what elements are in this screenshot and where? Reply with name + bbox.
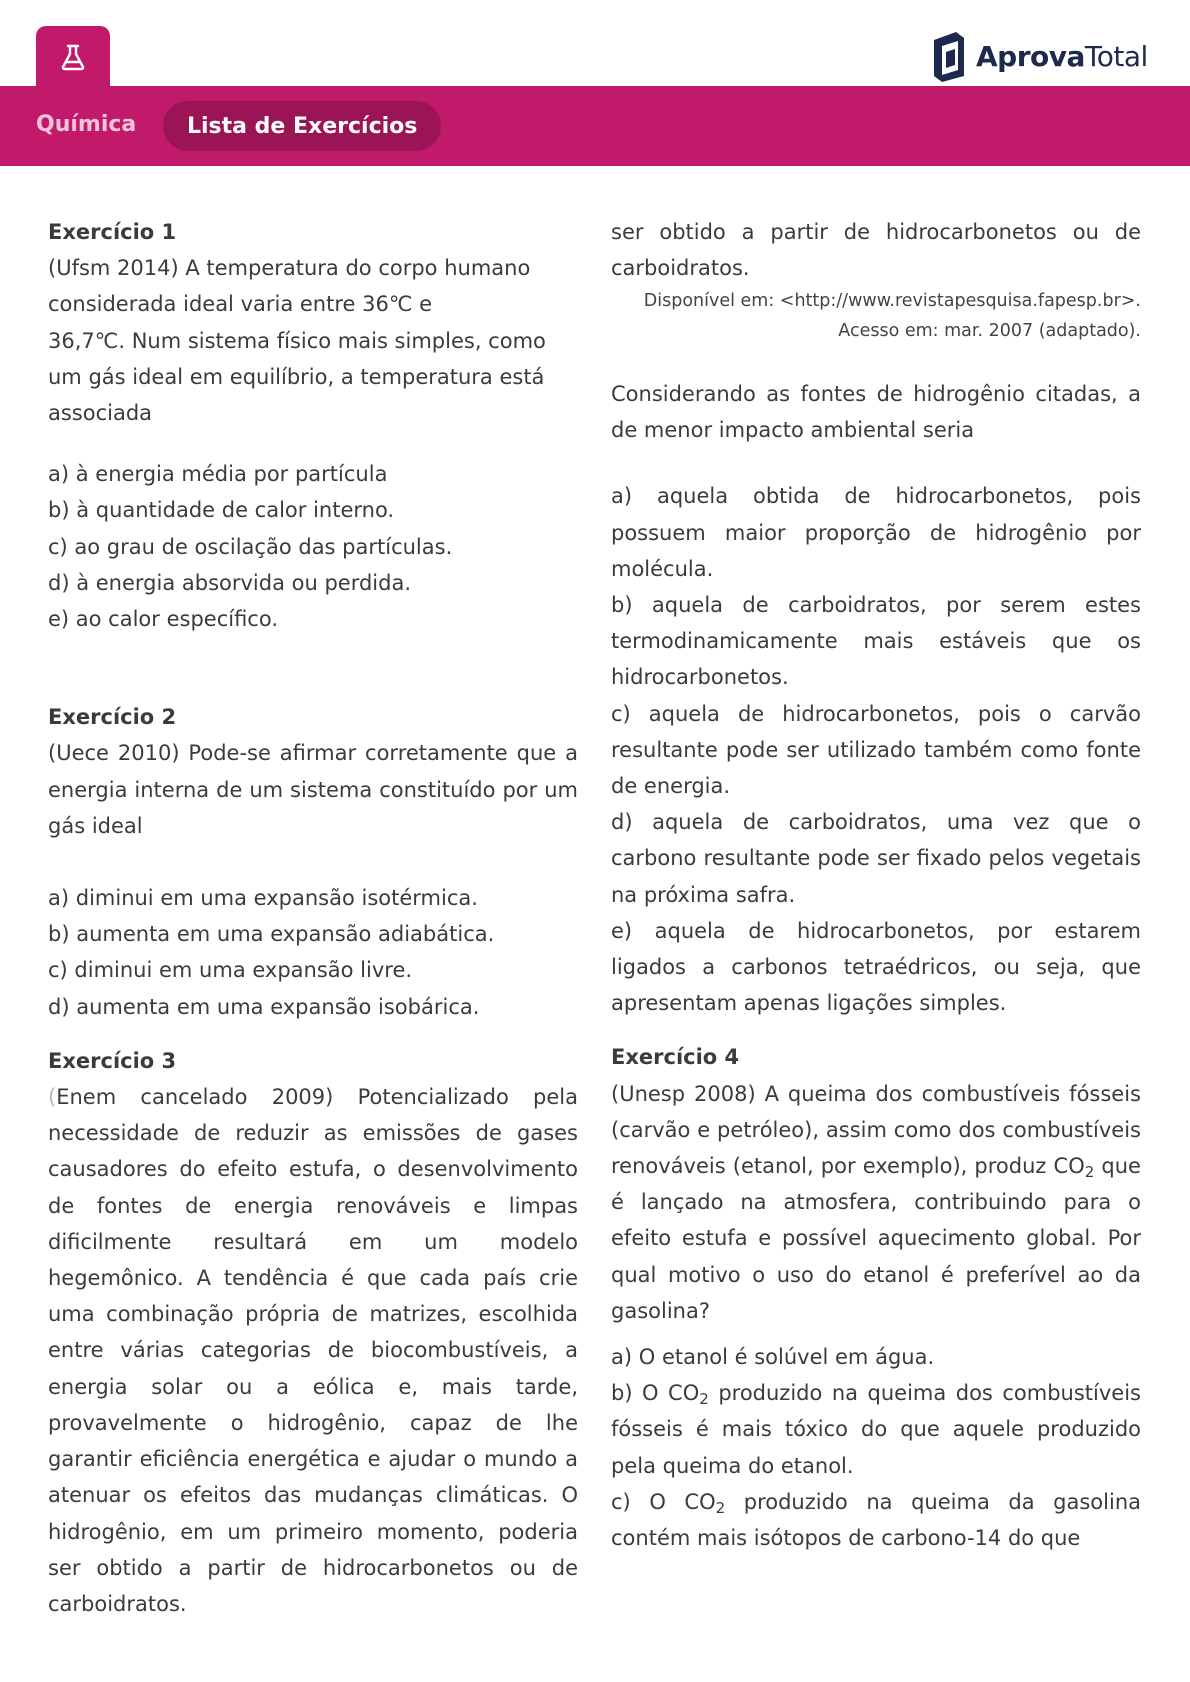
exercise-4-title: Exercício 4	[611, 1045, 740, 1070]
option-c: c) aquela de hidrocarbonetos, pois o carvão resultante pode ser utilizado também como fonte de energia.	[611, 701, 1141, 799]
statement-line: considerada ideal varia entre 36℃ e	[48, 292, 433, 317]
book-logo-icon	[930, 30, 966, 82]
exercise-3-question: Considerando as fontes de hidrogênio citadas, a de menor impacto ambiental seria	[611, 382, 1141, 443]
logo-text: AprovaTotal	[976, 39, 1148, 73]
option-b: b) aumenta em uma expansão adiabática.	[48, 922, 495, 947]
right-column	[611, 214, 1141, 1556]
option-c: c) O $CO_2$ produzido na queima da gasolina contém mais isótopos de carbono-14 do que	[611, 1489, 1142, 1551]
exercise-3-statement	[48, 1079, 578, 1616]
option-e: e) aquela de hidrocarbonetos, por estarem ligados a carbonos tetraédricos, ou seja, que apresentam apenas ligações simples.	[611, 918, 1141, 1016]
option-a: a) diminui em uma expansão isotérmica.	[48, 886, 478, 911]
option-b: b) O $CO_2$ produzido na queima dos combustíveis fósseis é mais tóxico do que aquele produzido pela queima do etanol.	[611, 1381, 1141, 1478]
subject-tab	[36, 26, 110, 88]
exercise-1-options	[48, 456, 578, 637]
left-column	[48, 214, 578, 1616]
option-a: a) O etanol é solúvel em água.	[611, 1345, 935, 1370]
option-a: a) à energia média por partícula	[48, 462, 388, 487]
statement-line: (Ufsm 2014) A temperatura do corpo humano	[48, 256, 531, 281]
statement-text: Enem cancelado 2009) Potencializado pela necessidade de reduzir as emissões de gases causadores do efeito estufa, o desenvolvimento de fontes de energia renováveis e limpas dificilmente resultará em um modelo hegemônico. A tendência é que cada país crie uma combinação própria de matrizes, escolhida entre várias categorias de biocombustíveis, a energia solar ou a eólica e, mais tarde, provavelmente o hidrogênio, capaz de lhe garantir eficiência energética e ajudar o mundo a atenuar os efeitos das mudanças climáticas. O hidrogênio, em um primeiro momento, poderia ser obtido a partir de hidrocarbonetos ou de carboidratos.	[48, 1085, 578, 1616]
option-a: a) aquela obtida de hidrocarbonetos, pois possuem maior proporção de hidrogênio por molécula.	[611, 484, 1141, 581]
source-citation	[611, 286, 1141, 346]
option-b: b) aquela de carboidratos, por serem estes termodinamicamente mais estáveis que os hidrocarbonetos.	[611, 593, 1141, 690]
statement-line: um gás ideal em equilíbrio, a temperatura está	[48, 364, 545, 389]
source-line: Disponível em: <http://www.revistapesquisa.fapesp.br>.	[643, 291, 1141, 311]
option-c: c) diminui em uma expansão livre.	[48, 958, 413, 983]
statement-line: associada	[48, 401, 153, 426]
option-d: d) aumenta em uma expansão isobárica.	[48, 994, 480, 1019]
exercise-2-options	[48, 880, 578, 1025]
option-d: d) aquela de carboidratos, uma vez que o carbono resultante pode ser fixado pelos vegetais na próxima safra.	[611, 810, 1141, 907]
option-b: b) à quantidade de calor interno.	[48, 498, 395, 523]
exercise-1-title: Exercício 1	[48, 220, 177, 244]
subject-label: Química	[36, 112, 137, 137]
open-parenthesis: (	[48, 1085, 57, 1110]
brand-logo	[930, 30, 1148, 82]
exercise-1-statement	[48, 250, 578, 431]
option-d: d) à energia absorvida ou perdida.	[48, 570, 412, 595]
option-c: c) ao grau de oscilação das partículas.	[48, 534, 453, 559]
statement-line: 36,7℃. Num sistema físico mais simples, como	[48, 328, 546, 353]
exercise-4-statement: (Unesp 2008) A queima dos combustíveis fósseis (carvão e petróleo), assim como dos combustíveis renováveis (etanol, por exemplo), produz $CO_2$ que é lançado na atmosfera, contribuindo para o efeito estufa e possível aquecimento global. Por qual motivo o uso do etanol é preferível ao da gasolina?	[611, 1081, 1141, 1323]
exercise-4-options	[611, 1339, 1141, 1556]
document-type-pill: Lista de Exercícios	[163, 101, 441, 151]
exercise-3-continuation	[611, 214, 1141, 286]
exercise-2-statement: (Uece 2010) Pode-se afirmar corretamente que a energia interna de um sistema constituído por um gás ideal	[48, 741, 578, 838]
option-e: e) ao calor específico.	[48, 607, 279, 632]
source-line: Acesso em: mar. 2007 (adaptado).	[838, 321, 1141, 341]
exercise-3-options	[611, 478, 1141, 1021]
statement-continuation: ser obtido a partir de hidrocarbonetos ou de carboidratos.	[611, 220, 1141, 281]
exercise-2-title: Exercício 2	[48, 705, 177, 730]
exercise-3-title: Exercício 3	[48, 1048, 177, 1073]
flask-icon	[58, 42, 88, 72]
